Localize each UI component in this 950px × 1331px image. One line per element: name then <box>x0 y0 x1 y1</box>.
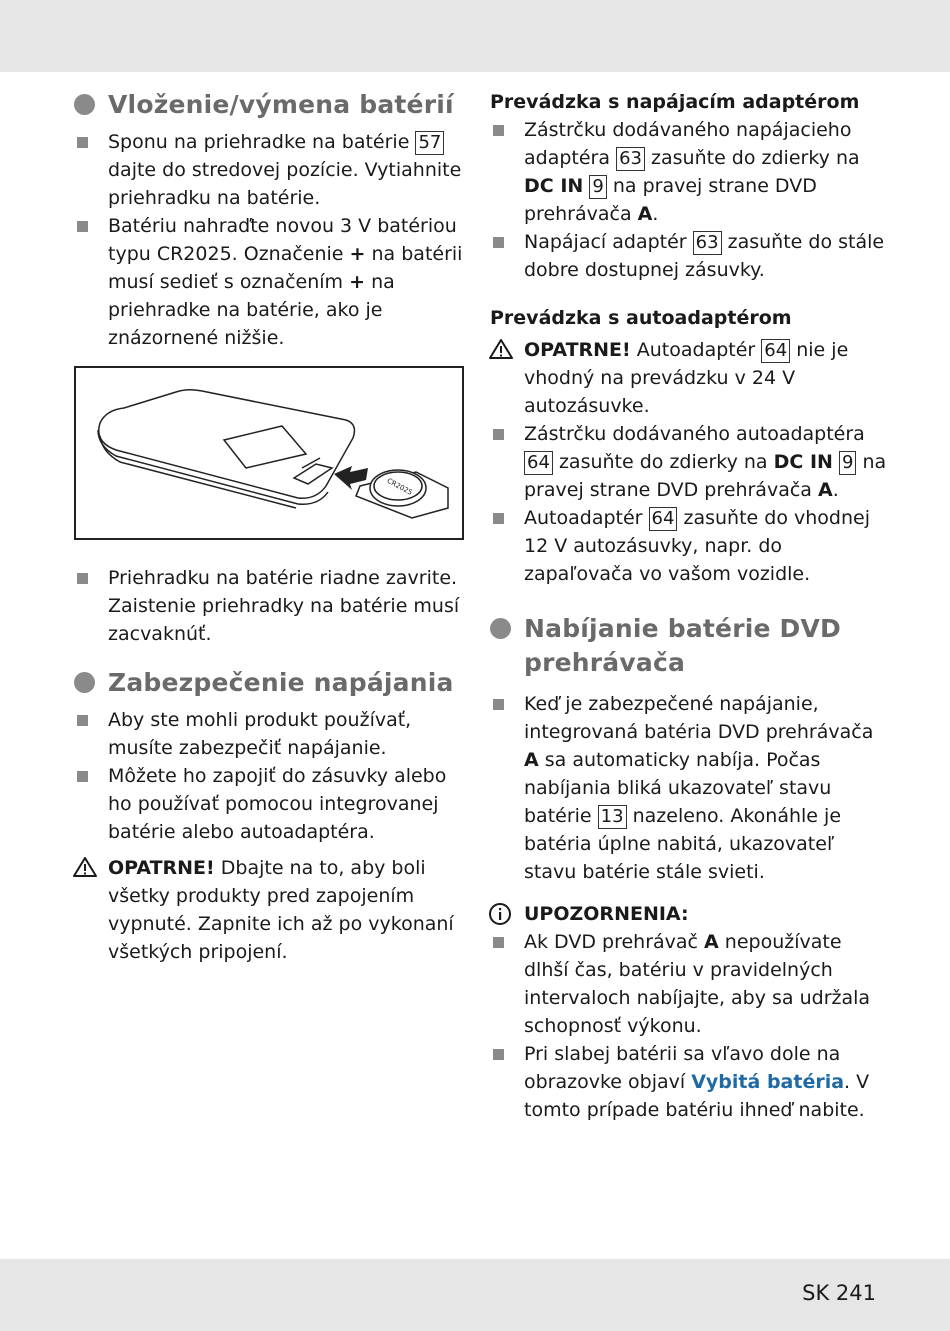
reference-number: 64 <box>649 507 678 531</box>
warning-note: OPATRNE! Autoadaptér 64 nie je vhodný na prevádzku v 24 V autozásuvke. <box>490 336 890 420</box>
highlighted-term: Vybitá batéria <box>691 1071 845 1093</box>
square-bullet-icon <box>493 513 504 524</box>
reference-number: 64 <box>761 339 790 363</box>
page-number: SK 241 <box>802 1281 876 1305</box>
notes-heading: UPOZORNENIA: <box>490 900 890 928</box>
square-bullet-icon <box>493 937 504 948</box>
square-bullet-icon <box>77 221 88 232</box>
square-bullet-icon <box>493 429 504 440</box>
left-column <box>74 88 464 966</box>
list-item: Zástrčku dodávaného autoadaptéra 64 zasuňte do zdierky na DC IN 9 na pravej strane DVD prehrávača A. <box>490 420 890 504</box>
square-bullet-icon <box>493 699 504 710</box>
section-title-charging: Nabíjanie batérie DVD prehrávača <box>490 612 890 680</box>
battery-illustration <box>74 366 464 540</box>
list-item: Priehradku na batérie riadne zavrite. Zaistenie priehradky na batérie musí zacvaknúť. <box>74 564 464 648</box>
remote-battery-drawing <box>76 368 462 538</box>
section-title-batteries: Vloženie/výmena batérií <box>74 88 464 122</box>
list-item: Keď je zabezpečené napájanie, integrovaná batéria DVD prehrávača A sa automaticky nabíja. Počas nabíjania bliká ukazovateľ stavu batérie 13 nazeleno. Akonáhle je batéria úplne nabitá, ukazovateľ stavu batérie stále svieti. <box>490 690 890 886</box>
list-item: Ak DVD prehrávač A nepoužívate dlhší čas, batériu v pravidelných intervaloch nabíjajte, aby sa udržala schopnosť výkonu. <box>490 928 890 1040</box>
square-bullet-icon <box>77 771 88 782</box>
reference-number: 9 <box>589 175 606 199</box>
bullet-circle-icon <box>490 618 511 639</box>
subheading-car-adapter: Prevádzka s autoadaptérom <box>490 307 792 329</box>
reference-number: 13 <box>598 805 627 829</box>
reference-number: 9 <box>839 451 856 475</box>
header-band <box>0 0 950 72</box>
section-title-power: Zabezpečenie napájania <box>74 666 464 700</box>
square-bullet-icon <box>493 125 504 136</box>
warning-triangle-icon <box>72 856 98 878</box>
reference-number: 57 <box>415 131 444 155</box>
right-column <box>490 88 890 1124</box>
warning-triangle-icon <box>488 338 514 360</box>
square-bullet-icon <box>493 1049 504 1060</box>
reference-number: 64 <box>524 451 553 475</box>
list-item: Sponu na priehradke na batérie 57 dajte do stredovej pozície. Vytiahnite priehradku na batérie. <box>74 128 464 212</box>
reference-number: 63 <box>616 147 645 171</box>
list-item: Aby ste mohli produkt používať, musíte zabezpečiť napájanie. <box>74 706 464 762</box>
info-circle-icon <box>488 902 512 926</box>
reference-number: 63 <box>693 231 722 255</box>
subheading-adapter: Prevádzka s napájacím adaptérom <box>490 91 860 113</box>
square-bullet-icon <box>493 237 504 248</box>
list-item: Môžete ho zapojiť do zásuvky alebo ho používať pomocou integrovanej batérie alebo autoadaptéra. <box>74 762 464 846</box>
figure-label: CR2025 <box>385 476 414 497</box>
list-item: Batériu nahraďte novou 3 V batériou typu CR2025. Označenie + na batérii musí sedieť s označením + na priehradke na batérie, ako je znázornené nižšie. <box>74 212 464 352</box>
warning-note: OPATRNE! Dbajte na to, aby boli všetky produkty pred zapojením vypnuté. Zapnite ich až po vykonaní všetkých pripojení. <box>74 854 464 966</box>
bullet-circle-icon <box>74 672 95 693</box>
list-item: Zástrčku dodávaného napájacieho adaptéra 63 zasuňte do zdierky na DC IN 9 na pravej strane DVD prehrávača A. <box>490 116 890 228</box>
list-item: Autoadaptér 64 zasuňte do vhodnej 12 V autozásuvky, napr. do zapaľovača vo vašom vozidle. <box>490 504 890 588</box>
square-bullet-icon <box>77 137 88 148</box>
list-item: Pri slabej batérii sa vľavo dole na obrazovke objaví Vybitá batéria. V tomto prípade batériu ihneď nabite. <box>490 1040 890 1124</box>
square-bullet-icon <box>77 715 88 726</box>
square-bullet-icon <box>77 573 88 584</box>
list-item: Napájací adaptér 63 zasuňte do stále dobre dostupnej zásuvky. <box>490 228 890 284</box>
bullet-circle-icon <box>74 94 95 115</box>
footer-band <box>0 1259 950 1331</box>
